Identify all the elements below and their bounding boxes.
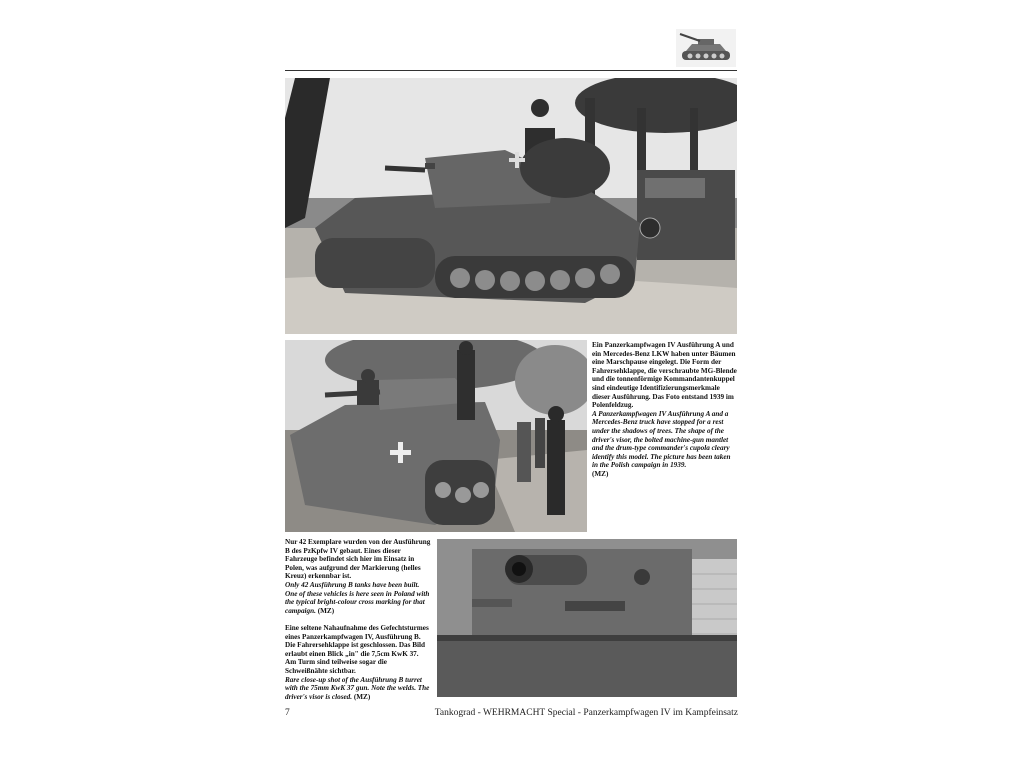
caption-credit: (MZ): [352, 692, 371, 701]
photo-tank-and-truck: [285, 78, 737, 334]
caption-turret-closeup: [285, 624, 431, 701]
caption-english-text: Only 42 Ausführung B tanks have been built. One of these vehicles is here seen in Poland with the typical bright-colour cross marking for that campaign. (MZ): [285, 580, 430, 615]
page-number: 7: [285, 708, 290, 718]
footer-title: Tankograd - WEHRMACHT Special - Panzerkampfwagen IV im Kampfeinsatz: [434, 708, 738, 718]
header-rule: [285, 70, 737, 71]
photo-tank-in-poland: [285, 340, 587, 532]
caption-english-text: A Panzerkampfwagen IV Ausführung A and a Mercedes-Benz truck have stopped for a rest under the shadows of trees. The shape of the driver's visor, the bolted machine-gun mantlet and the drum-type commander's cupola cleary identify this model. The picture has been taken in the Polish campaign in 1939.: [592, 409, 731, 470]
caption-german-text: Eine seltene Nahaufnahme des Gefechtsturmes eines Panzerkampfwagen IV, Ausführung B. Die Fahrersehklappe ist geschlossen. Das Bild erlaubt einen Blick „in" die 7,5cm KwK 37. Am Turm sind teilweise sogar die Schweißnähte sichtbar.: [285, 624, 429, 675]
caption-tank-and-truck: [592, 341, 738, 479]
caption-english-text: Rare close-up shot of the Ausführung B turret with the 75mm KwK 37 gun. Note the welds. The driver's visor is closed. (MZ): [285, 675, 430, 701]
caption-german-text: Ein Panzerkampfwagen IV Ausführung A und ein Mercedes-Benz LKW haben unter Bäumen eine Marschpause eingelegt. Die Form der Fahrersehklappe, die verschraubte MG-Blende und die tonnenförmige Kommandantenkuppel sind eindeutige Identifizierungsmerkmale dieser Ausführung. Das Foto entstand 1939 im Polenfeldzug.: [592, 341, 737, 410]
photo-turret-closeup: [437, 539, 737, 697]
caption-credit: (MZ): [592, 469, 609, 478]
caption-german-text: Nur 42 Exemplare wurden von der Ausführung B des PzKpfw IV gebaut. Eines dieser Fahrzeuge befindet sich hier im Einsatz in Polen, was aufgrund der Markierung (helles Kreuz) erkennbar ist.: [285, 538, 431, 581]
caption-credit: (MZ): [315, 606, 335, 615]
tank-logo-icon: [676, 29, 736, 67]
caption-tank-in-poland: [285, 538, 431, 615]
